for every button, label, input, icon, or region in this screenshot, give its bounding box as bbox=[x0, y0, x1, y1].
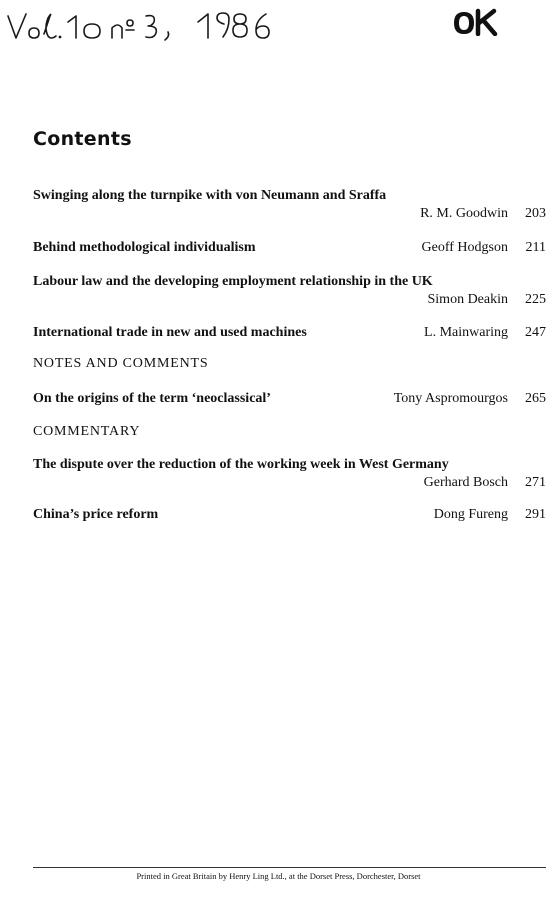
article-title: Swinging along the turnpike with von Neumann and Sraffa bbox=[33, 188, 387, 203]
article-title: On the origins of the term ‘neoclassical’ bbox=[33, 391, 271, 406]
article-author: Tony Aspromourgos bbox=[393, 391, 508, 406]
toc-entry[interactable] bbox=[33, 457, 546, 491]
page-number: 203 bbox=[525, 206, 546, 221]
toc-entry[interactable] bbox=[33, 507, 546, 523]
page-number: 247 bbox=[525, 325, 546, 340]
article-author: L. Mainwaring bbox=[424, 325, 508, 340]
article-title: Behind methodological individualism bbox=[33, 240, 256, 255]
article-author: Simon Deakin bbox=[427, 292, 508, 307]
footer-rule bbox=[33, 867, 546, 868]
toc-entry[interactable] bbox=[33, 325, 546, 341]
page-number: 291 bbox=[525, 507, 546, 522]
article-title: Labour law and the developing employment relationship in the UK bbox=[33, 274, 433, 289]
page-title: Contents bbox=[33, 128, 132, 150]
toc-entry[interactable] bbox=[33, 240, 546, 256]
page-number: 225 bbox=[525, 292, 546, 307]
page-number: 271 bbox=[525, 475, 546, 490]
section-heading-notes: NOTES AND COMMENTS bbox=[33, 356, 209, 371]
article-author: Gerhard Bosch bbox=[423, 475, 508, 490]
article-author: Dong Fureng bbox=[433, 507, 508, 522]
toc-entry[interactable] bbox=[33, 391, 546, 407]
article-author: Geoff Hodgson bbox=[421, 240, 508, 255]
page-number: 265 bbox=[525, 391, 546, 406]
article-title: The dispute over the reduction of the working week in West Germany bbox=[33, 457, 449, 472]
article-author: R. M. Goodwin bbox=[420, 206, 508, 221]
printer-footer: Printed in Great Britain by Henry Ling Ltd., at the Dorset Press, Dorchester, Dorset bbox=[136, 871, 421, 881]
ok-mark bbox=[452, 8, 498, 36]
handwritten-annotation bbox=[4, 8, 284, 42]
article-title: China’s price reform bbox=[33, 507, 159, 522]
toc-entry[interactable] bbox=[33, 274, 546, 308]
article-title: International trade in new and used machines bbox=[33, 325, 307, 340]
toc-entry[interactable] bbox=[33, 188, 546, 222]
page-number: 211 bbox=[525, 240, 546, 255]
ok-mark-drawing bbox=[452, 8, 498, 36]
section-heading-commentary: COMMENTARY bbox=[33, 424, 141, 439]
handwritten-volume-note bbox=[4, 8, 284, 42]
